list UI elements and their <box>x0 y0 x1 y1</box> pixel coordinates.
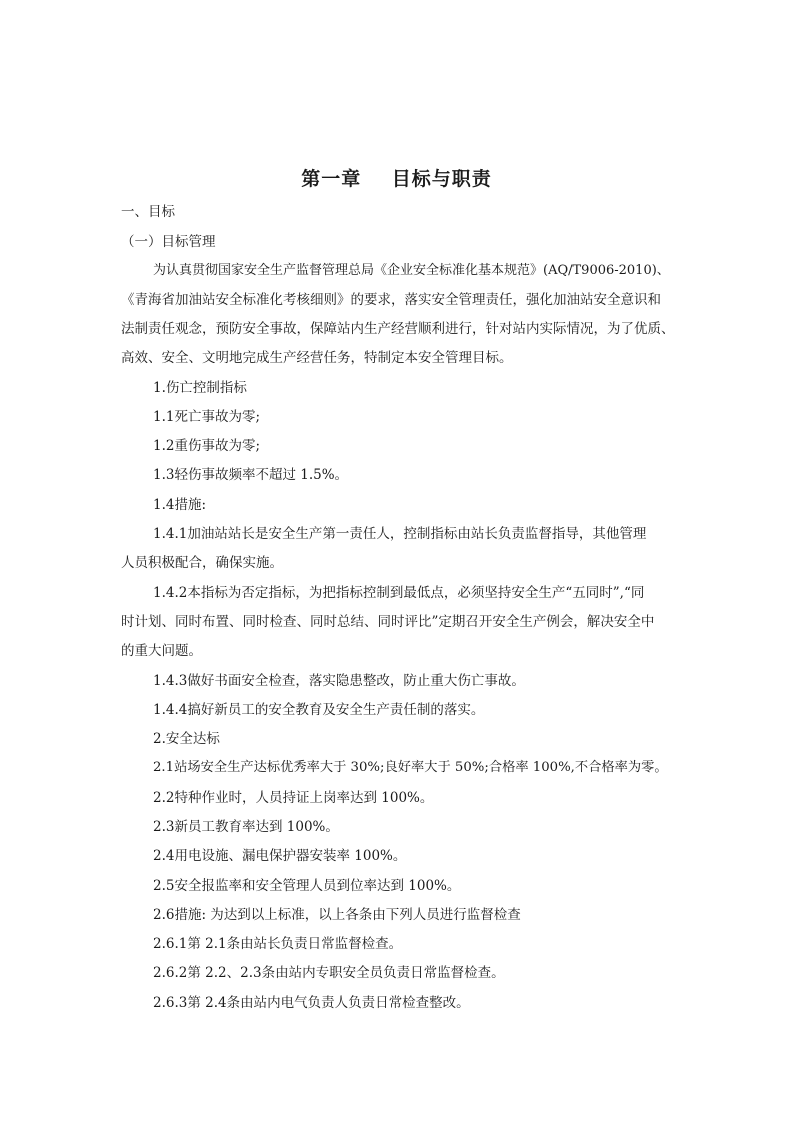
intro-line-3: 法制责任观念，预防安全事故，保障站内生产经营顺利进行，针对站内实际情况，为了优质、 <box>121 321 675 337</box>
item-1-4-3: 1.4.3做好书面安全检查，落实隐患整改，防止重大伤亡事故。 <box>153 673 525 689</box>
chapter-title: 第一章 目标与职责 <box>301 168 492 190</box>
item-1-heading: 1.伤亡控制指标 <box>153 380 247 396</box>
item-1-3: 1.3轻伤事故频率不超过 1.5%。 <box>153 467 349 483</box>
item-2-1: 2.1站场安全生产达标优秀率大于 30%;良好率大于 50%;合格率 100%,不合格率为零。 <box>153 760 668 775</box>
subsection-heading: （一）目标管理 <box>121 234 216 250</box>
item-1-4: 1.4措施: <box>153 497 207 513</box>
item-1-4-2-line-1: 1.4.2本指标为否定指标，为把指标控制到最低点，必须坚持安全生产“五同时”,“同 <box>153 585 645 601</box>
item-2-2: 2.2特种作业时，人员持证上岗率达到 100%。 <box>153 790 434 806</box>
item-2-5: 2.5安全报监率和安全管理人员到位率达到 100%。 <box>153 878 461 894</box>
item-2-6-2: 2.6.2第 2.2、2.3条由站内专职安全员负责日常监督检查。 <box>153 965 505 981</box>
item-1-4-1-line-1: 1.4.1加油站站长是安全生产第一责任人，控制指标由站长负责监督指导，其他管理 <box>153 526 647 542</box>
section-heading: 一、目标 <box>121 204 175 220</box>
item-2-6-1: 2.6.1第 2.1条由站长负责日常监督检查。 <box>153 936 403 952</box>
item-2-4: 2.4用电设施、漏电保护器安装率 100%。 <box>153 848 407 864</box>
item-2-3: 2.3新员工教育率达到 100%。 <box>153 819 339 835</box>
intro-line-1: 为认真贯彻国家安全生产监督管理总局《企业安全标准化基本规范》(AQ/T9006-2010)、 <box>153 263 670 278</box>
item-1-4-1-line-2: 人员积极配合，确保实施。 <box>121 555 283 571</box>
item-1-4-4: 1.4.4搞好新员工的安全教育及安全生产责任制的落实。 <box>153 702 485 718</box>
item-1-4-2-line-3: 的重大问题。 <box>121 643 202 659</box>
item-2-heading: 2.安全达标 <box>153 731 220 747</box>
intro-line-2: 《青海省加油站安全标准化考核细则》的要求，落实安全管理责任，强化加油站安全意识和 <box>121 292 661 308</box>
intro-line-4: 高效、安全、文明地完成生产经营任务，特制定本安全管理目标。 <box>121 350 513 366</box>
item-1-1: 1.1死亡事故为零; <box>153 409 261 425</box>
item-1-4-2-line-2: 时计划、同时布置、同时检查、同时总结、同时评比”定期召开安全生产例会，解决安全中 <box>121 614 655 630</box>
item-1-2: 1.2重伤事故为零; <box>153 438 261 454</box>
item-2-6: 2.6措施: 为达到以上标准，以上各条由下列人员进行监督检查 <box>153 907 521 923</box>
item-2-6-3: 2.6.3第 2.4条由站内电气负责人负责日常检查整改。 <box>153 995 470 1011</box>
